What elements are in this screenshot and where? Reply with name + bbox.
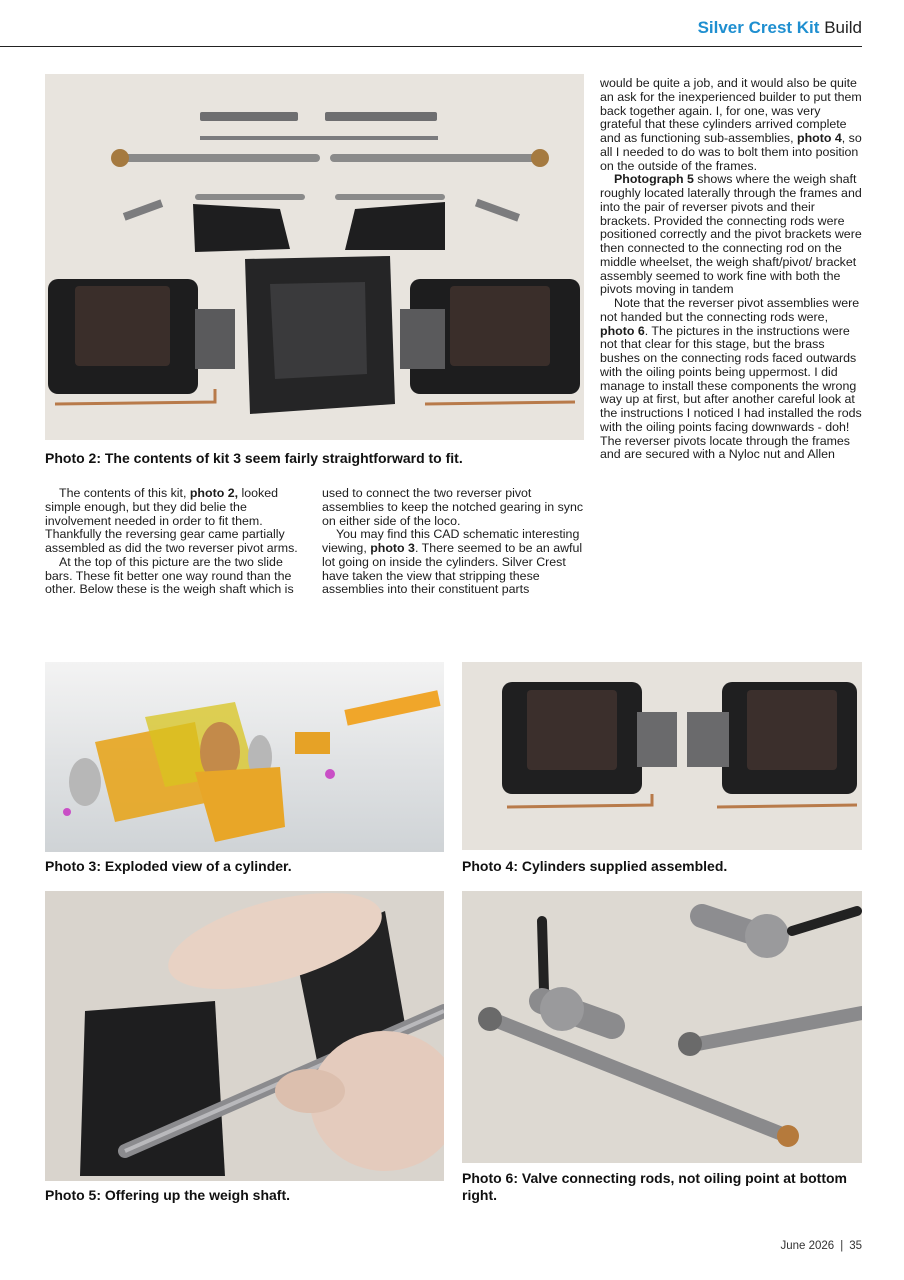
col3-paragraph-1: would be quite a job, and it would also be quite an ask for the inexperienced builder to put them back together again. I, for one, was very grateful that these cylinders arrived complete and as functioning sub-assemblies, photo 4, so all I needed to do was to bolt them into position on the outside of the frames.	[600, 76, 862, 173]
col3-paragraph-2: Photograph 5 shows where the weigh shaft roughly located laterally through the frames and into the pair of reverser pivots and their brackets. Provided the connecting rods were positioned correctly and the pivot brackets were then connected to the connecting rod on the middle wheelset, the weigh shaft/pivot/ bracket assembly seemed to work fine with both the pivots moving in tandem	[600, 172, 862, 297]
photo-2	[45, 74, 584, 440]
section-title	[698, 18, 862, 38]
col3-paragraph-3: Note that the reverser pivot assemblies were not handed but the connecting rods were, photo 6. The pictures in the instructions were not that clear for this stage, but the brass bushes on the connecting rods faced outwards with the oiling points being uppermost. I did manage to install these components the wrong way up at first, but after another careful look at the instructions I noticed I had installed the rods with the oiling points facing downwards - doh! The reverser pivots locate through the frames and are secured with a Nyloc nut and Allen	[600, 296, 862, 462]
folio-separator: |	[840, 1240, 844, 1252]
photo-4	[462, 662, 862, 850]
photo-3-reference: photo 3	[370, 541, 415, 555]
page-number: 35	[849, 1240, 862, 1252]
photo-4-reference: photo 4	[797, 131, 842, 145]
section-brand: Silver Crest Kit	[697, 18, 820, 37]
header-rule	[0, 46, 862, 47]
photo-6-reference: photo 6	[600, 323, 645, 338]
col1-paragraph-2: At the top of this picture are the two slide bars. These fit better one way round than the other. Below these is the weigh shaft which is	[45, 554, 294, 597]
photo-5	[45, 891, 444, 1181]
photo-5-reference: Photograph 5	[614, 172, 694, 187]
col1-paragraph-1: The contents of this kit, photo 2, looked simple enough, but they did belie the involvement needed in order to fit them. Thankfully the reversing gear came partially assembled as did the two reverser pivot arms.	[45, 486, 298, 555]
section-name: Build	[824, 18, 862, 37]
col2-paragraph-1: used to connect the two reverser pivot assemblies to keep the notched gearing in sync on either side of the loco.	[322, 486, 584, 528]
folio	[780, 1240, 862, 1252]
photo-2-reference: photo 2,	[189, 486, 239, 500]
article-column-2	[322, 487, 584, 597]
photo-6-caption: Photo 6: Valve connecting rods, not oiling point at bottom right.	[462, 1170, 847, 1203]
issue-date: June 2026	[780, 1240, 835, 1252]
col2-paragraph-2: You may find this CAD schematic interesting viewing, photo 3. There seemed to be an awful lot going on inside the cylinders. Silver Crest have taken the view that stripping these assemblies into their constituent parts	[322, 527, 583, 597]
photo-3	[45, 662, 444, 852]
photo-5-caption: Photo 5: Offering up the weigh shaft.	[45, 1187, 290, 1203]
article-column-3	[600, 77, 862, 462]
photo-3-caption: Photo 3: Exploded view of a cylinder.	[45, 858, 292, 874]
photo-6	[462, 891, 862, 1163]
photo-2-caption: Photo 2: The contents of kit 3 seem fairly straightforward to fit.	[45, 450, 463, 466]
photo-4-caption: Photo 4: Cylinders supplied assembled.	[462, 858, 728, 874]
article-column-1	[45, 487, 303, 597]
